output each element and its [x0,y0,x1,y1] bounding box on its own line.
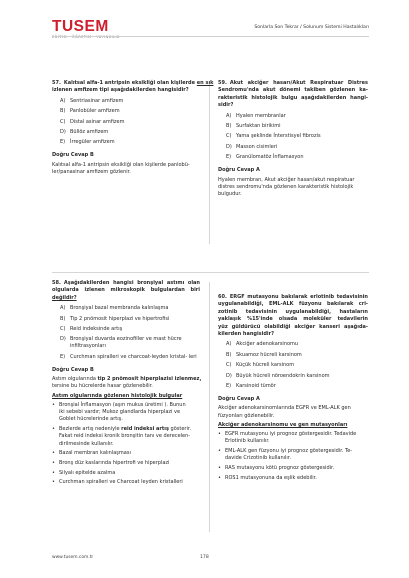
correct-answer: Doğru Cevap B [52,366,94,373]
question-stem-line: 60. ERGF mutasyonu bakılarak erlotinib tedavisinin [218,294,368,300]
question-stem-line: değildir? [52,294,77,301]
option-c[interactable]: C) Yama şeklinde İnterstisyel fibrozis [226,133,321,140]
tusem-logo: TUSEM EĞİTİM · ÖĞRETİM · YAYINCILIK [52,18,120,39]
correct-answer: Doğru Cevap A [218,167,260,174]
option-d[interactable]: D) Büyük hücreli nöroendokrin karsinom [226,372,330,379]
page-number: 178 [200,555,209,560]
explanation: Astım olgularında tip 2 pnömosit hiperplazisi izlenmez, tersine bu hücrelerde hasar gözlenebilir. [52,376,202,390]
question-57 [52,80,214,176]
question-stem-line: Sendromu'nda akut dönemi takiben gözlenen ka- [218,87,368,94]
option-a[interactable]: A) Bronşiyal bazal membranda kalınlaşma [60,305,169,312]
question-stem-line: 59. Akut akciğer hasarı/Akut Respiratuar Distres [218,80,368,86]
answer-options [60,98,200,147]
list-item: • Curchman spiralleri ve Charcoat leyden kristalleri [52,479,183,486]
option-d[interactable]: D) Bronşiyal duvarda eozinofiller ve mast hücre infiltrasyonları [60,336,182,350]
list-item: • Bazal membran kalınlaşması [52,450,131,457]
list-item: • Bezlerde artış nedeniyle reid indeksi artış gösterir. Fakat reid indeksi kronik bronşitin tanı ve derecelen- dirilmesinde kullanılır. [52,426,192,447]
question-stem-line: 57. Kalıtsal alfa-1 antripsin eksikliği olan kişilerde en sık [52,80,214,86]
list-item: • Silyalı epitelde azalma [52,469,116,476]
findings-heading: Astım olgularında gözlenen histolojik bulgular [52,392,183,399]
explanation: Akciğer adenokarsinomlarında EGFR ve EML-ALK gen füzyonları gözlenebilir. [218,405,351,419]
option-c[interactable]: C) Reid indeksinde artış [60,326,123,332]
list-item: • Bronşial İnflamasyon (aşırı mukus üretimi ). Bunun iki sebebi vardır; Mukoz glandlarda hiperplazi ve Goblet hücrelerinde artış. [52,402,186,423]
findings-list [52,402,200,487]
option-a[interactable]: A) Akciğer adenokarsinomu [226,341,299,348]
option-d[interactable]: D) Büllöz amfizem [60,128,109,135]
list-item: • EGFR mutasyonu iyi prognoz göstergesidir. Tedavide Erlotinib kullanılır. [218,431,357,445]
option-d[interactable]: D) Masson cisimleri [226,143,278,150]
mutations-list [218,431,368,482]
option-b[interactable]: B) Skuamoz hücreli karsinom [226,351,302,358]
option-e[interactable]: E) Karsinoid tümör [226,383,276,389]
option-c[interactable]: C) Distal asinar amfizem [60,118,125,125]
list-item: • EML-ALK gen füzyonu iyi prognoz göstergesidir. Te- davide Crizotinib kullanılır. [218,448,353,462]
answer-options [226,113,368,162]
question-stem-line: kilerden hangisidir? [218,331,275,338]
question-59 [218,80,368,198]
question-stem-line: izlenen amfizem tipi aşağıdakilerden hangisidir? [52,87,189,94]
question-stem-line: rakteristik histolojik bulgu aşağıdakilerden hangi- [218,94,368,101]
question-stem-line: 58. Aşağıdakilerden hangisi bronşiyal astımı olan [52,280,200,286]
option-b[interactable]: B) Surfaktan birikimi [226,123,281,130]
footer-url[interactable]: www.tusem.com.tr [52,555,94,560]
answer-options [226,341,368,390]
correct-answer: Doğru Cevap B [52,152,94,159]
section-divider [52,272,369,273]
correct-answer: Doğru Cevap A [218,396,260,402]
question-60 [218,294,368,484]
list-item: • RAS mutasyonu kötü prognoz göstergesidir. [218,465,335,472]
option-e[interactable]: E) Curchman spiralleri ve charcoat-leyden kristal- leri [60,353,197,360]
option-a[interactable]: A) Sentriasinar amfizem [60,97,124,104]
question-stem-line: sidir? [218,102,234,109]
option-a[interactable]: A) Hyalen membranlar [226,112,286,119]
header-divider [52,36,369,37]
explanation: Hyalen membran, Akut akciğer hasarı/akut respiratuar distres sendromu'nda gözlenen karakteristik histolojik bulgudur. [218,176,355,197]
option-c[interactable]: C) Küçük hücreli karsinom [226,362,295,369]
answer-options [60,305,200,361]
option-e[interactable]: E) İrregüler amfizem [60,139,115,146]
list-item: • ROS1 mutasyonuna da eşlik edebilir. [218,474,317,481]
header-title: Sonlarla Son Tekrar / Solunum Sistemi Hastalıkları [254,25,369,30]
option-b[interactable]: B) Tip 2 pnömosit hiperplazi ve hipertrofisi [60,315,170,322]
question-stem-line: yüz güldürücü olabildiği akciğer kanseri aşağıda- [218,323,368,330]
explanation: Kalıtsal alfa-1 antripsin eksikliği olan kişilerde panlobü- ler/panasinar amfizem gözlenir. [52,161,190,175]
list-item: • Bronş düz kaslarında hipertrofi ve hiperplazi [52,459,170,466]
question-stem-line: uygulanabildiği, EML-ALK füzyonu bakılarak cri- [218,301,368,308]
column-divider-top [209,84,210,244]
option-b[interactable]: B) Panlobüler amfizem [60,108,120,115]
question-stem-line: zotinib tedavisinin uygulanabildiği, hastaların [218,308,368,315]
question-58 [52,280,200,489]
question-stem-line: yaklaşık %15'inde olsada moleküler tedavilerin [218,316,368,323]
column-divider-bottom [209,282,210,532]
mutations-heading: Akciğer adenokarsinomu ve gen mutasyonları [218,421,348,428]
question-stem-line: olgularda izlenen mikroskopik bulgulardan biri [52,287,200,294]
option-e[interactable]: E) Granülomatöz İnflamasyon [226,154,304,161]
